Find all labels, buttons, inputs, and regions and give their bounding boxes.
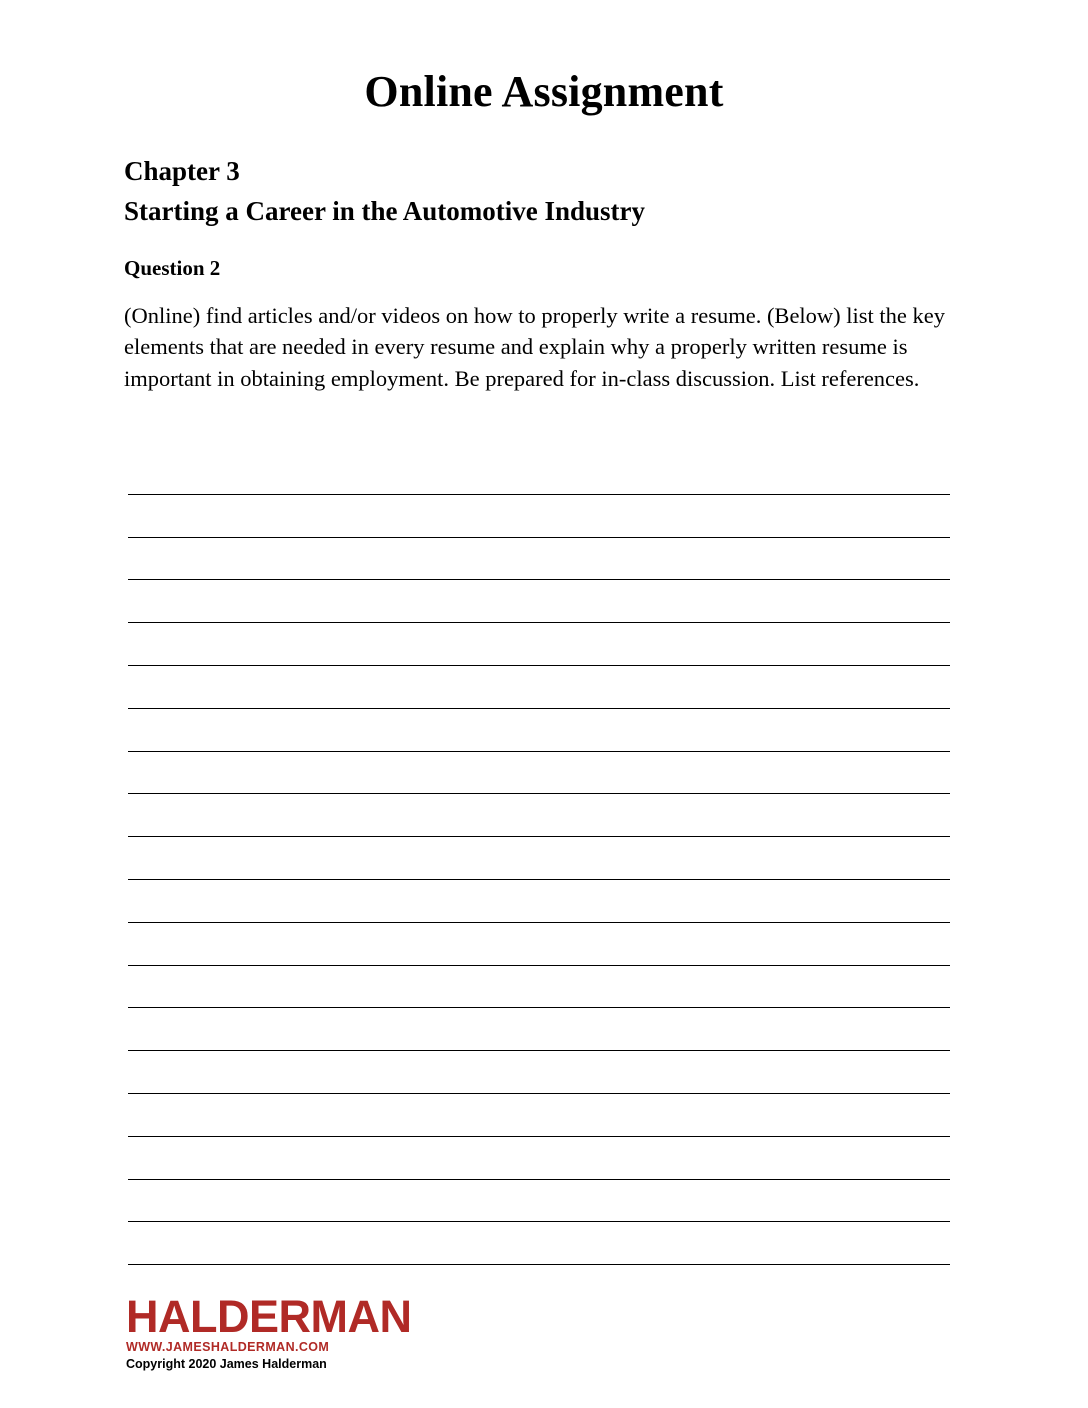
page-title: Online Assignment xyxy=(364,67,724,116)
answer-line[interactable] xyxy=(128,580,950,623)
answer-line[interactable] xyxy=(128,452,950,495)
halderman-logo: HALDERMAN xyxy=(126,1291,412,1342)
question-text: (Online) find articles and/or videos on how to properly write a resume. (Below) list the key elements that are needed in every resume and explain why a properly written resume is important in obtaining employment. Be prepared for in-class discussion. List references. xyxy=(124,303,946,391)
answer-line[interactable] xyxy=(128,1008,950,1051)
brand-website-url: WWW.JAMESHALDERMAN.COM xyxy=(126,1340,330,1354)
answer-line[interactable] xyxy=(128,666,950,709)
answer-line[interactable] xyxy=(128,752,950,795)
answer-line[interactable] xyxy=(128,709,950,752)
answer-line[interactable] xyxy=(128,880,950,923)
answer-line[interactable] xyxy=(128,1137,950,1180)
answer-line[interactable] xyxy=(128,1094,950,1137)
answer-line[interactable] xyxy=(128,966,950,1009)
chapter-number: Chapter 3 xyxy=(124,156,240,186)
answer-line[interactable] xyxy=(128,538,950,581)
question-label: Question 2 xyxy=(124,256,221,280)
answer-lines[interactable] xyxy=(128,452,950,1265)
footer xyxy=(126,1291,626,1371)
chapter-heading xyxy=(124,152,964,232)
answer-line[interactable] xyxy=(128,1180,950,1223)
answer-line[interactable] xyxy=(128,794,950,837)
answer-line[interactable] xyxy=(128,837,950,880)
answer-line[interactable] xyxy=(128,495,950,538)
answer-line[interactable] xyxy=(128,623,950,666)
copyright-notice: Copyright 2020 James Halderman xyxy=(126,1357,327,1371)
answer-line[interactable] xyxy=(128,1051,950,1094)
answer-line[interactable] xyxy=(128,923,950,966)
chapter-title: Starting a Career in the Automotive Industry xyxy=(124,195,645,226)
answer-line[interactable] xyxy=(128,1222,950,1265)
